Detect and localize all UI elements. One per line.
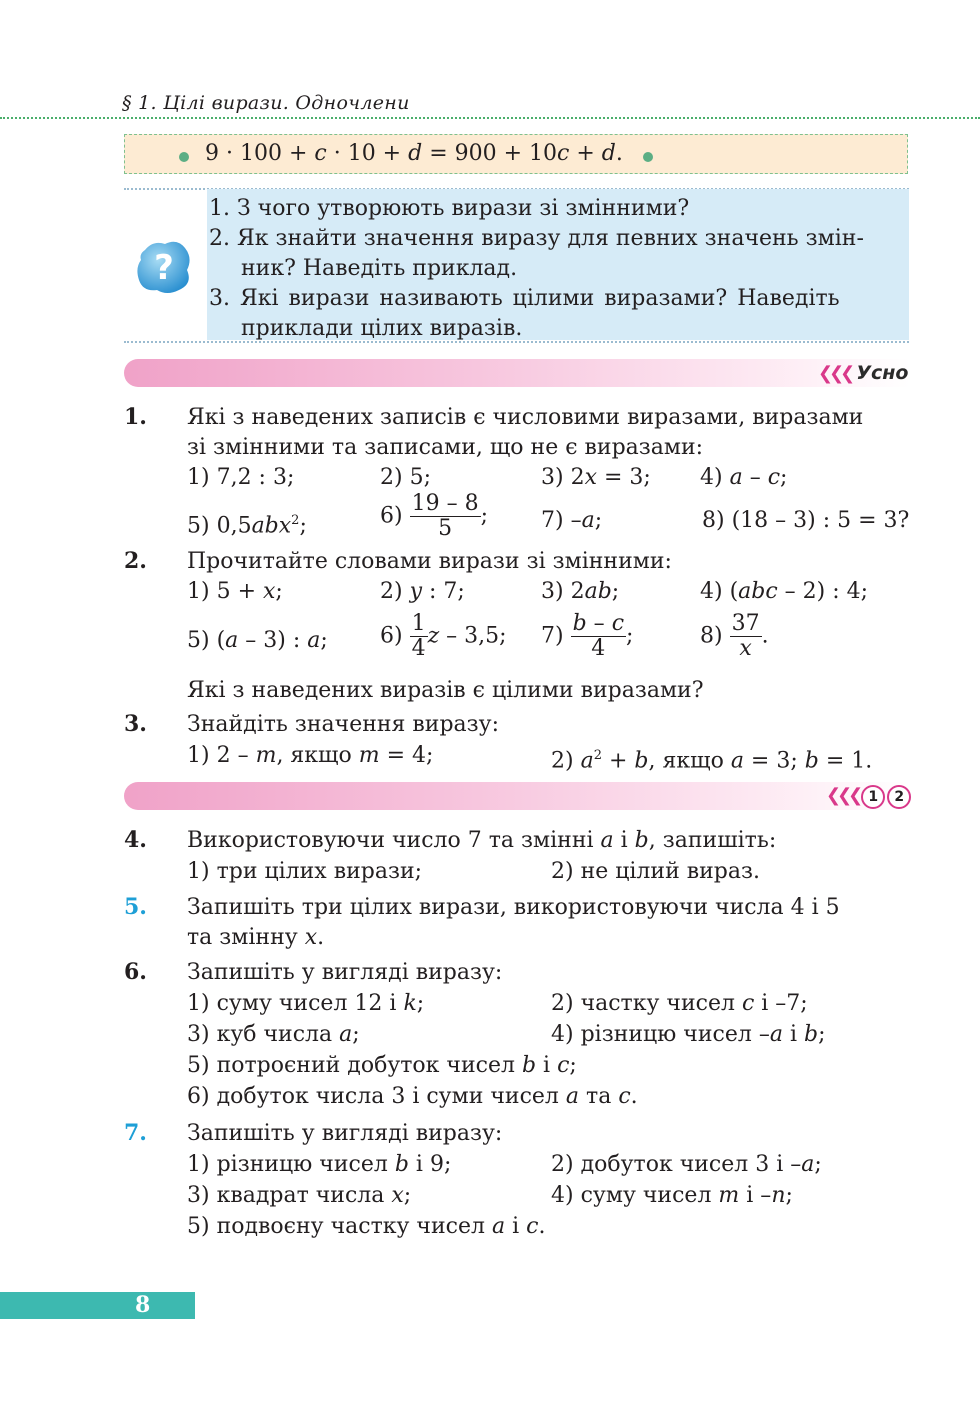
option: 6) добуток числа 3 і суми чисел a та c. — [187, 1084, 638, 1109]
option: 5) подвоєну частку чисел a і c. — [187, 1214, 546, 1239]
exercise-number: 1. — [124, 404, 147, 430]
exercise-number: 2. — [124, 548, 147, 574]
option: 5) потроєний добуток чисел b і c; — [187, 1053, 577, 1078]
bullet-dot — [643, 152, 653, 162]
option: 2) не цілий вираз. — [551, 859, 760, 884]
option: 4) різницю чисел –a і b; — [551, 1022, 826, 1047]
level-badge-2: 2 — [887, 785, 911, 809]
option: 2) добуток чисел 3 і –a; — [551, 1152, 822, 1177]
option: 3) квадрат числа x; — [187, 1183, 412, 1208]
option: 3) 2x = 3; — [541, 465, 651, 490]
option: 2) y : 7; — [380, 579, 465, 604]
page-number: 8 — [135, 1292, 151, 1318]
exercise-text: Використовуючи число 7 та змінні a і b, запишіть: — [187, 828, 777, 853]
question-1: 1. З чого утворюють вирази зі змінними? — [209, 196, 690, 221]
option: 8) (18 – 3) : 5 = 3? — [702, 508, 910, 533]
option: 1) 7,2 : 3; — [187, 465, 295, 490]
exercise-number: 6. — [124, 959, 147, 985]
section-bar-oral — [124, 359, 910, 387]
exercise-number: 7. — [124, 1120, 147, 1146]
section-oral-label: Усно — [856, 362, 909, 384]
option: 7) $\frac{b - c}{4}$ ; — [541, 611, 634, 661]
bullet-dot — [179, 152, 189, 162]
option: 1) 2 – m, якщо m = 4; — [187, 743, 434, 768]
option: 6) $\frac{1}{4}$ z – 3,5; — [380, 611, 507, 661]
exercise-text: Прочитайте словами вирази зі змінними: — [187, 549, 672, 574]
option: 2) частку чисел c і –7; — [551, 991, 808, 1016]
exercise-number: 4. — [124, 827, 147, 853]
header-divider — [0, 117, 980, 119]
question-3-line2: приклади цілих виразів. — [241, 316, 523, 341]
exercise-text: та змінну x. — [187, 925, 325, 950]
section-level-heading — [826, 782, 911, 810]
option: 1) різницю чисел b і 9; — [187, 1152, 452, 1177]
question-mark-icon — [135, 238, 193, 296]
question-2-line1: 2. Як знайти значення виразу для певних значень змін- — [209, 226, 864, 251]
option: 5) 0,5abx$^2$; — [187, 513, 307, 539]
level-badge-1: 1 — [861, 785, 885, 809]
option: 4) (abc – 2) : 4; — [700, 579, 869, 604]
exercise-text: Знайдіть значення виразу: — [187, 712, 500, 737]
page-header-title: § 1. Цілі вирази. Одночлени — [122, 92, 410, 114]
option: 1) три цілих вирази; — [187, 859, 423, 884]
option: 1) 5 + x; — [187, 579, 283, 604]
exercise-text: зі змінними та записами, що не є виразами: — [187, 435, 704, 460]
option: 2) $a^2 + b$, якщо a = 3; b = 1. — [551, 748, 873, 774]
exercise-text: Запишіть у вигляді виразу: — [187, 1121, 503, 1146]
option: 7) –a; — [541, 508, 603, 533]
option: 3) 2ab; — [541, 579, 620, 604]
exercise-text: Які з наведених записів є числовими виразами, виразами — [187, 405, 864, 430]
option: 1) суму чисел 12 і k; — [187, 991, 425, 1016]
question-3-line1: 3. Які вирази називають цілими виразами? Наведіть — [209, 286, 840, 311]
option: 8) $\frac{37}{x}$ . — [700, 611, 769, 661]
exercise-text: Які з наведених виразів є цілими виразами? — [187, 678, 704, 703]
option: 3) куб числа a; — [187, 1022, 360, 1047]
option: 4) суму чисел m і –n; — [551, 1183, 793, 1208]
exercise-text: Запишіть у вигляді виразу: — [187, 960, 503, 985]
option: 5) (a – 3) : a; — [187, 628, 328, 653]
chevrons-icon: ❮❮❮ — [826, 785, 860, 806]
section-bar-level — [124, 782, 910, 810]
chevrons-icon: ❮❮❮ — [818, 363, 852, 384]
exercise-number: 5. — [124, 894, 147, 920]
option: 4) a – c; — [700, 465, 788, 490]
section-oral-heading — [818, 359, 908, 387]
exercise-number: 3. — [124, 711, 147, 737]
formula-text: 9 · 100 + c · 10 + d = 900 + 10c + d. — [205, 141, 623, 166]
exercise-text: Запишіть три цілих вирази, використовуючи числа 4 і 5 — [187, 895, 840, 920]
question-2-line2: ник? Наведіть приклад. — [241, 256, 518, 281]
option: 2) 5; — [380, 465, 431, 490]
svg-text:?: ? — [154, 248, 174, 288]
option: 6) $\frac{19 - 8}{5}$ ; — [380, 491, 488, 541]
